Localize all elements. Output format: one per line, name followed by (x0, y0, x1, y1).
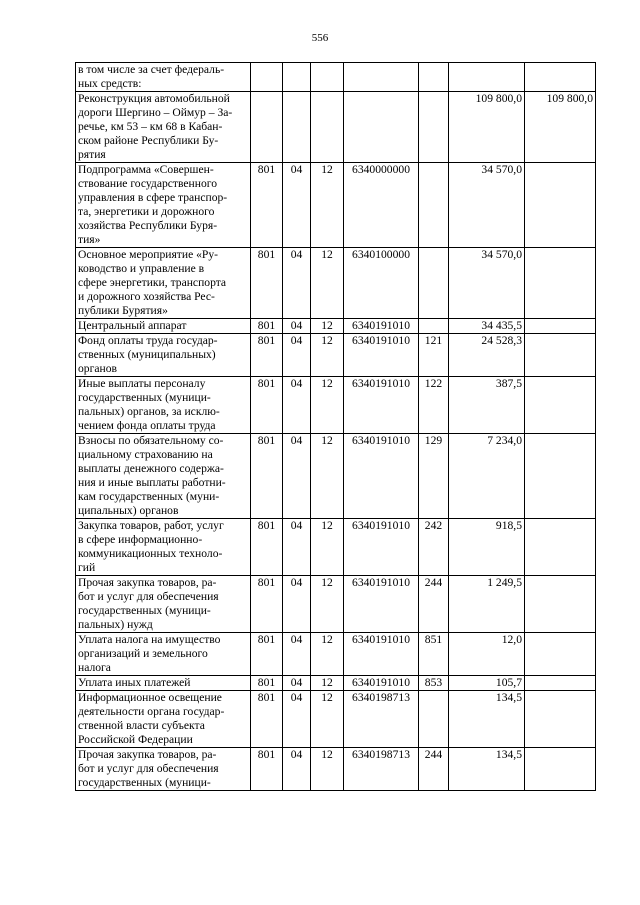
row-sum1-cell (449, 63, 525, 92)
row-vr-cell: 851 (419, 633, 449, 676)
row-name-cell (76, 748, 251, 791)
row-pr-cell: 12 (311, 248, 344, 319)
row-name-cell (76, 319, 251, 334)
table-row (76, 63, 596, 92)
row-rz-cell: 04 (283, 676, 311, 691)
row-rz-cell: 04 (283, 248, 311, 319)
row-sum1-cell: 7 234,0 (449, 434, 525, 519)
row-csr-cell: 6340000000 (344, 163, 419, 248)
row-name-cell (76, 676, 251, 691)
row-name-line: Закупка товаров, работ, услуг (78, 519, 224, 532)
row-rz-cell: 04 (283, 748, 311, 791)
row-name-line: ных средств: (78, 77, 142, 90)
row-grbs-cell: 801 (251, 434, 283, 519)
row-pr-cell (311, 63, 344, 92)
table-row (76, 633, 596, 676)
row-grbs-cell: 801 (251, 163, 283, 248)
row-name-line: хозяйства Республики Буря- (78, 219, 218, 232)
row-vr-cell: 244 (419, 748, 449, 791)
row-rz-cell: 04 (283, 434, 311, 519)
row-grbs-cell: 801 (251, 576, 283, 633)
row-name-line: в сфере информационно- (78, 533, 203, 546)
row-sum1-cell: 387,5 (449, 377, 525, 434)
row-csr-cell: 6340198713 (344, 691, 419, 748)
row-pr-cell: 12 (311, 676, 344, 691)
row-csr-cell: 6340198713 (344, 748, 419, 791)
row-sum2-cell: 109 800,0 (525, 92, 596, 163)
row-csr-cell: 6340100000 (344, 248, 419, 319)
row-pr-cell: 12 (311, 748, 344, 791)
row-name-line: циальному страхованию на (78, 448, 213, 461)
row-pr-cell: 12 (311, 691, 344, 748)
table-row (76, 163, 596, 248)
row-name-line: Реконструкция автомобильной (78, 92, 230, 105)
row-sum1-cell: 918,5 (449, 519, 525, 576)
row-sum2-cell (525, 63, 596, 92)
row-csr-cell: 6340191010 (344, 334, 419, 377)
row-name-line: и дорожного хозяйства Рес- (78, 290, 215, 303)
row-rz-cell: 04 (283, 633, 311, 676)
row-name-line: Подпрограмма «Совершен- (78, 163, 214, 176)
row-csr-cell: 6340191010 (344, 519, 419, 576)
row-name-line: сфере энергетики, транспорта (78, 276, 227, 289)
row-sum2-cell (525, 319, 596, 334)
table-row (76, 748, 596, 791)
row-name-line: кам государственных (муни- (78, 490, 220, 503)
row-sum2-cell (525, 633, 596, 676)
row-name-line: государственных (муници- (78, 391, 211, 404)
row-name-line: Прочая закупка товаров, ра- (78, 576, 217, 589)
row-name-line: Российской Федерации (78, 733, 193, 746)
row-name-line: ципальных) органов (78, 504, 179, 517)
budget-table-body (76, 63, 596, 791)
row-sum2-cell (525, 576, 596, 633)
row-grbs-cell: 801 (251, 519, 283, 576)
row-name-line: органов (78, 362, 117, 375)
row-sum2-cell (525, 163, 596, 248)
row-csr-cell: 6340191010 (344, 434, 419, 519)
table-row (76, 691, 596, 748)
row-grbs-cell (251, 92, 283, 163)
row-name-cell (76, 576, 251, 633)
row-name-line: пальных) органов, за исклю- (78, 405, 220, 418)
row-name-line: Иные выплаты персоналу (78, 377, 206, 390)
row-name-line: пальных) нужд (78, 618, 153, 631)
page-number: 556 (311, 32, 329, 44)
row-pr-cell: 12 (311, 519, 344, 576)
row-vr-cell (419, 248, 449, 319)
row-csr-cell (344, 63, 419, 92)
row-sum1-cell: 105,7 (449, 676, 525, 691)
row-pr-cell: 12 (311, 334, 344, 377)
row-name-line: Фонд оплаты труда государ- (78, 334, 218, 347)
row-rz-cell: 04 (283, 163, 311, 248)
row-grbs-cell: 801 (251, 319, 283, 334)
row-rz-cell: 04 (283, 519, 311, 576)
row-name-cell (76, 519, 251, 576)
row-name-line: бот и услуг для обеспечения (78, 762, 219, 775)
row-vr-cell (419, 319, 449, 334)
row-name-line: бот и услуг для обеспечения (78, 590, 219, 603)
row-name-line: государственных (муници- (78, 776, 211, 789)
row-rz-cell (283, 92, 311, 163)
row-name-line: Уплата иных платежей (78, 676, 191, 689)
row-name-line: выплаты денежного содержа- (78, 462, 224, 475)
row-sum2-cell (525, 248, 596, 319)
row-grbs-cell: 801 (251, 691, 283, 748)
row-csr-cell: 6340191010 (344, 319, 419, 334)
row-name-line: ствование государственного (78, 177, 218, 190)
row-vr-cell (419, 163, 449, 248)
row-grbs-cell: 801 (251, 248, 283, 319)
row-sum1-cell: 34 570,0 (449, 163, 525, 248)
table-row (76, 334, 596, 377)
row-pr-cell: 12 (311, 319, 344, 334)
row-vr-cell: 244 (419, 576, 449, 633)
row-name-line: организаций и земельного (78, 647, 208, 660)
table-row (76, 676, 596, 691)
row-grbs-cell: 801 (251, 377, 283, 434)
row-name-line: Уплата налога на имущество (78, 633, 221, 646)
row-name-line: ния и иные выплаты работни- (78, 476, 226, 489)
budget-table (75, 62, 596, 791)
row-name-line: гий (78, 561, 96, 574)
row-pr-cell (311, 92, 344, 163)
row-name-line: государственных (муници- (78, 604, 211, 617)
row-sum2-cell (525, 676, 596, 691)
row-name-line: чением фонда оплаты труда (78, 419, 216, 432)
row-name-line: речье, км 53 – км 68 в Кабан- (78, 120, 223, 133)
row-pr-cell: 12 (311, 576, 344, 633)
table-row (76, 576, 596, 633)
table-row (76, 377, 596, 434)
table-row (76, 319, 596, 334)
row-name-cell (76, 434, 251, 519)
table-row (76, 248, 596, 319)
row-sum1-cell: 34 435,5 (449, 319, 525, 334)
table-row (76, 92, 596, 163)
row-sum1-cell: 134,5 (449, 748, 525, 791)
row-pr-cell: 12 (311, 163, 344, 248)
row-grbs-cell: 801 (251, 676, 283, 691)
row-name-line: Прочая закупка товаров, ра- (78, 748, 217, 761)
row-vr-cell: 242 (419, 519, 449, 576)
row-name-line: Основное мероприятие «Ру- (78, 248, 219, 261)
row-sum1-cell: 134,5 (449, 691, 525, 748)
row-name-line: в том числе за счет федераль- (78, 63, 225, 76)
row-vr-cell (419, 92, 449, 163)
row-name-line: налога (78, 661, 111, 674)
row-name-line: ководство и управление в (78, 262, 205, 275)
row-csr-cell: 6340191010 (344, 633, 419, 676)
row-grbs-cell (251, 63, 283, 92)
row-name-line: та, энергетики и дорожного (78, 205, 215, 218)
table-row (76, 434, 596, 519)
row-rz-cell: 04 (283, 377, 311, 434)
row-name-line: деятельности органа государ- (78, 705, 225, 718)
row-sum2-cell (525, 334, 596, 377)
row-rz-cell (283, 63, 311, 92)
row-sum1-cell: 34 570,0 (449, 248, 525, 319)
row-name-line: дороги Шергино – Оймур – За- (78, 106, 233, 119)
row-sum2-cell (525, 434, 596, 519)
row-csr-cell: 6340191010 (344, 676, 419, 691)
row-sum2-cell (525, 748, 596, 791)
row-name-cell (76, 633, 251, 676)
row-vr-cell: 122 (419, 377, 449, 434)
row-vr-cell: 853 (419, 676, 449, 691)
row-sum2-cell (525, 691, 596, 748)
row-csr-cell: 6340191010 (344, 576, 419, 633)
row-name-line: рятия (78, 148, 106, 161)
row-rz-cell: 04 (283, 319, 311, 334)
row-sum2-cell (525, 519, 596, 576)
row-name-line: ственной власти субъекта (78, 719, 205, 732)
row-name-line: ском районе Республики Бу- (78, 134, 219, 147)
row-name-line: тия» (78, 233, 101, 246)
table-row (76, 519, 596, 576)
row-grbs-cell: 801 (251, 633, 283, 676)
row-name-line: управления в сфере транспор- (78, 191, 228, 204)
row-name-line: Информационное освещение (78, 691, 222, 704)
row-name-cell (76, 691, 251, 748)
row-pr-cell: 12 (311, 434, 344, 519)
row-name-cell (76, 163, 251, 248)
row-sum2-cell (525, 377, 596, 434)
row-grbs-cell: 801 (251, 748, 283, 791)
row-rz-cell: 04 (283, 334, 311, 377)
row-sum1-cell: 12,0 (449, 633, 525, 676)
row-name-cell (76, 377, 251, 434)
row-sum1-cell: 1 249,5 (449, 576, 525, 633)
row-sum1-cell: 24 528,3 (449, 334, 525, 377)
row-name-cell (76, 248, 251, 319)
row-rz-cell: 04 (283, 576, 311, 633)
row-vr-cell: 121 (419, 334, 449, 377)
row-vr-cell (419, 691, 449, 748)
row-pr-cell: 12 (311, 633, 344, 676)
row-sum1-cell: 109 800,0 (449, 92, 525, 163)
row-name-cell (76, 334, 251, 377)
row-name-cell (76, 92, 251, 163)
row-csr-cell: 6340191010 (344, 377, 419, 434)
row-name-line: ственных (муниципальных) (78, 348, 216, 361)
row-name-cell (76, 63, 251, 92)
row-name-line: публики Бурятия» (78, 304, 168, 317)
row-name-line: Центральный аппарат (78, 319, 187, 332)
row-grbs-cell: 801 (251, 334, 283, 377)
row-csr-cell (344, 92, 419, 163)
row-name-line: Взносы по обязательному со- (78, 434, 224, 447)
row-rz-cell: 04 (283, 691, 311, 748)
row-vr-cell: 129 (419, 434, 449, 519)
row-pr-cell: 12 (311, 377, 344, 434)
row-vr-cell (419, 63, 449, 92)
row-name-line: коммуникационных техноло- (78, 547, 223, 560)
